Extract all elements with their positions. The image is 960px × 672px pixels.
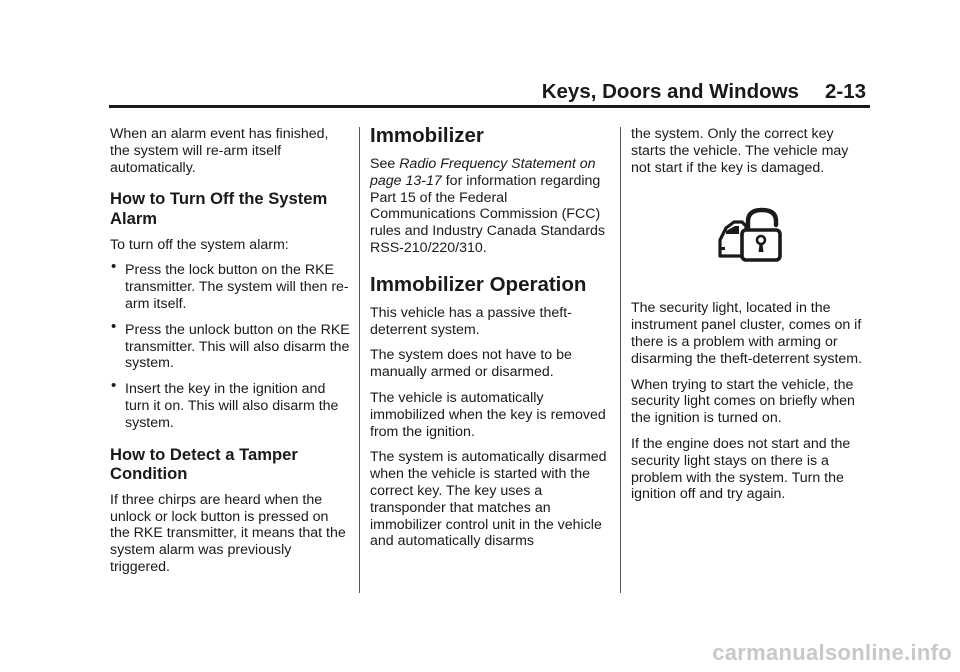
column-divider-2 — [620, 127, 621, 593]
heading-immobilizer-operation: Immobilizer Operation — [370, 272, 587, 296]
header-rule — [109, 105, 870, 108]
heading-immobilizer: Immobilizer — [370, 124, 484, 147]
alarm-rearm-paragraph: When an alarm event has finished, the system will re-arm itself automatically. — [110, 126, 329, 176]
heading-tamper-condition: How to Detect a Tamper Condition — [110, 444, 298, 484]
continuation-paragraph: the system. Only the correct key starts the vehicle. The vehicle may not start if the key is damaged. — [631, 126, 849, 176]
watermark: carmanualsonline.info — [712, 640, 952, 665]
security-light-car-lock-icon — [715, 207, 785, 265]
security-light-paragraph: If the engine does not start and the security light stays on there is a problem with the system. Turn the ignition off and try again. — [631, 435, 851, 503]
security-light-paragraph: The security light, located in the instrument panel cluster, comes on if there is a problem with arming or disarming the theft-deterrent system. — [631, 300, 863, 367]
list-item: • Press the lock button on the RKE transmitter. The system will then re-arm itself. — [111, 258, 349, 312]
page-header — [542, 80, 866, 104]
column-divider-1 — [359, 127, 360, 593]
operation-paragraph: The vehicle is automatically immobilized when the key is removed from the ignition. — [370, 389, 606, 440]
operation-paragraph: This vehicle has a passive theft-deterrent system. — [370, 304, 572, 338]
bullet-icon: • — [111, 258, 117, 276]
column-3 — [631, 126, 871, 512]
turn-off-intro: To turn off the system alarm: — [110, 236, 289, 253]
column-2 — [370, 126, 610, 559]
list-item: • Press the unlock button on the RKE transmitter. This will also disarm the system. — [111, 317, 350, 372]
bullet-icon: • — [111, 377, 117, 395]
heading-turn-off-alarm: How to Turn Off the System Alarm — [110, 189, 328, 228]
operation-paragraph: The system does not have to be manually armed or disarmed. — [370, 347, 572, 381]
page-number: 2-13 — [824, 80, 866, 103]
security-light-paragraph: When trying to start the vehicle, the security light comes on briefly when the ignition is turned on. — [631, 376, 855, 427]
column-1 — [110, 126, 350, 585]
tamper-paragraph: If three chirps are heard when the unlock or lock button is pressed on the RKE transmitter, it means that the system alarm was previously triggered. — [110, 491, 346, 575]
radio-frequency-reference-link[interactable]: Radio Frequency Statement on page 13-17 — [370, 156, 596, 189]
security-light-figure — [631, 185, 871, 300]
bullet-icon: • — [111, 317, 117, 335]
section-title: Keys, Doors and Windows — [541, 80, 799, 103]
fcc-reference-paragraph: See Radio Frequency Statement on page 13-17 for information regarding Part 15 of the Federal Communications Commission (FCC) rules and Industry Canada Standards RSS-210/220/310. — [370, 156, 606, 256]
turn-off-steps-list — [110, 258, 350, 431]
operation-paragraph: The system is automatically disarmed when the vehicle is started with the correct key. The key uses a transponder that matches an immobilizer control unit in the vehicle and automatically disarms — [370, 449, 607, 550]
list-item: • Insert the key in the ignition and turn it on. This will also disarm the system. — [111, 377, 339, 431]
